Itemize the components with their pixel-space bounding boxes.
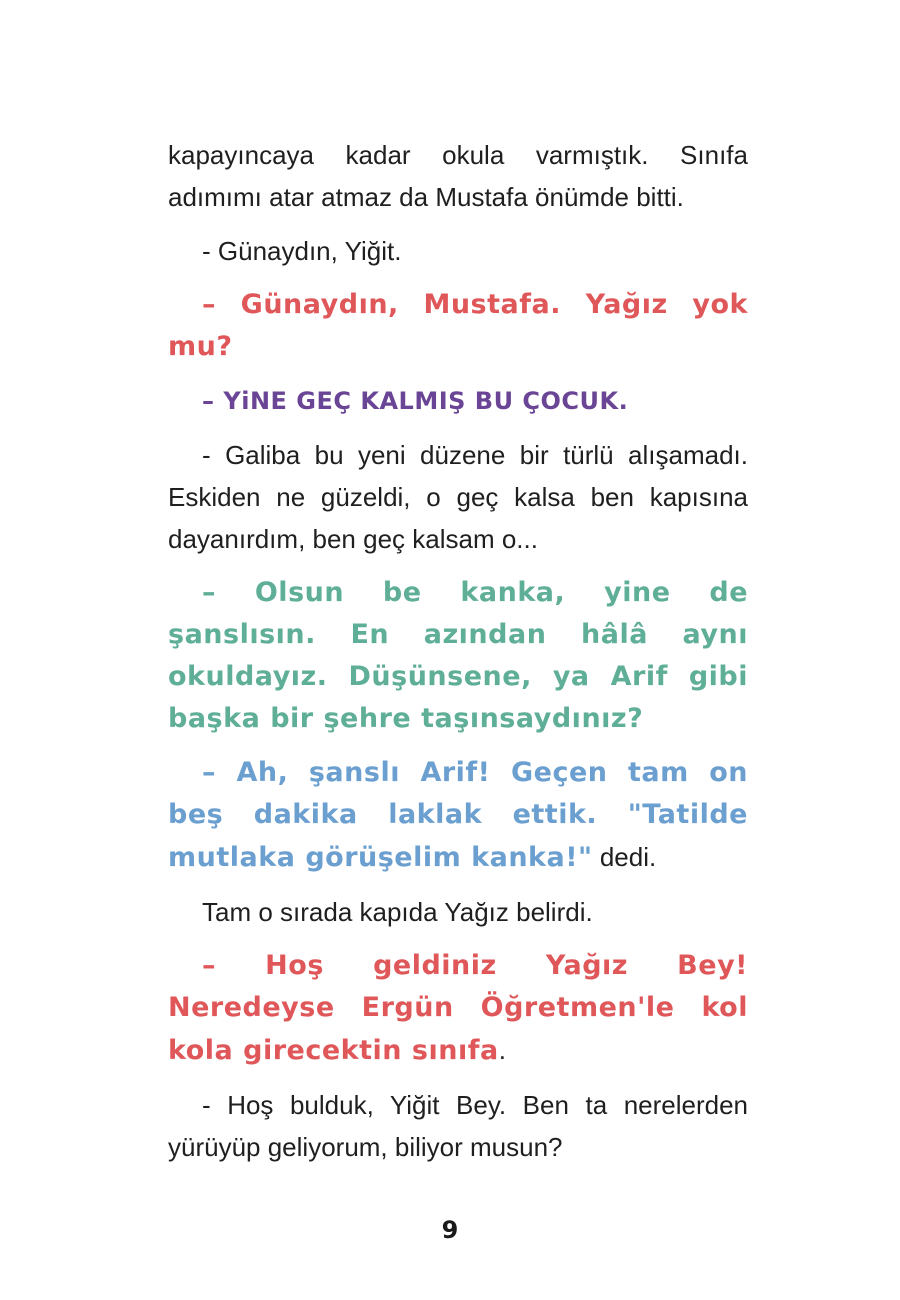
dialogue-blue-suffix: dedi.	[592, 842, 657, 872]
dialogue-green-speaker: – Olsun be kanka, yine de şanslısın. En azından hâlâ aynı okuldayız. Düşünsene, ya Arif gibi başka bir şehre taşınsaydınız?	[168, 577, 748, 734]
dialogue-black-speaker: - Galiba bu yeni düzene bir türlü alışamadı. Eskiden ne güzeldi, o geç kalsa ben kapısına dayanırdım, ben geç kalsam o...	[168, 440, 748, 554]
dialogue-blue-speaker	[168, 752, 748, 879]
narration-paragraph: kapayıncaya kadar okula varmıştık. Sınıfa adımımı atar atmaz da Mustafa önümde bitti.	[168, 140, 748, 212]
dialogue-yigit: - Günaydın, Yiğit.	[202, 236, 402, 266]
narration-yagiz-arrives: Tam o sırada kapıda Yağız belirdi.	[202, 897, 593, 927]
book-page-text	[168, 134, 748, 1168]
dialogue-red-greeting-text: – Hoş geldiniz Yağız Bey! Neredeyse Ergün Öğretmen'le kol kola girecektin sınıfa	[168, 950, 748, 1066]
dialogue-purple-speaker: – YiNE GEÇ KALMIŞ BU ÇOCUK.	[202, 387, 629, 415]
page-number: 9	[441, 1216, 459, 1244]
dialogue-yagiz-reply: - Hoş bulduk, Yiğit Bey. Ben ta nerelerden yürüyüp geliyorum, biliyor musun?	[168, 1090, 748, 1162]
dialogue-red-speaker: – Günaydın, Mustafa. Yağız yok mu?	[168, 289, 748, 362]
dialogue-red-greeting-suffix: .	[498, 1035, 506, 1065]
dialogue-red-greeting	[168, 945, 748, 1072]
dialogue-blue-text: – Ah, şanslı Arif! Geçen tam on beş dakika laklak ettik. "Tatilde mutlaka görüşelim kanka!"	[168, 757, 748, 873]
